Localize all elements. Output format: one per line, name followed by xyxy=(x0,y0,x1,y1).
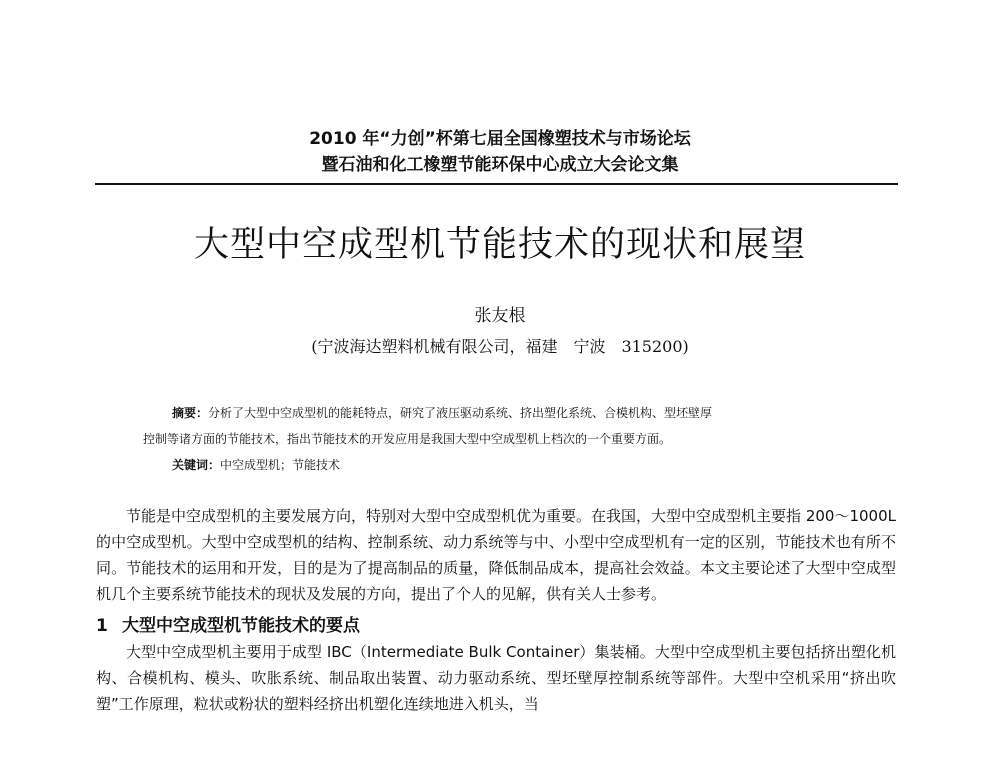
author-affiliation: (宁波海达塑料机械有限公司，福建 宁波 315200) xyxy=(311,337,689,356)
abstract-block xyxy=(143,400,863,478)
paper-title: 大型中空成型机节能技术的现状和展望 xyxy=(193,225,806,265)
keywords-line xyxy=(143,452,863,478)
abstract-line1 xyxy=(143,400,863,426)
abstract-text-line1: 分析了大型中空成型机的能耗特点，研究了液压驱动系统、挤出塑化系统、合模机构、型坯壁厚 xyxy=(208,406,713,420)
proceedings-header xyxy=(0,126,1000,178)
section-title: 大型中空成型机节能技术的要点 xyxy=(122,616,360,636)
proceedings-header-line2: 暨石油和化工橡塑节能环保中心成立大会论文集 xyxy=(321,155,679,175)
proceedings-header-line1: 2010 年“力创”杯第七届全国橡塑技术与市场论坛 xyxy=(309,129,691,149)
keywords-text: 中空成型机；节能技术 xyxy=(220,458,341,472)
author-name: 张友根 xyxy=(474,306,526,326)
header-divider xyxy=(95,183,898,185)
keywords-label: 关键词： xyxy=(172,458,221,472)
section-paragraph: 大型中空成型机主要用于成型 IBC（Intermediate Bulk Container）集装桶。大型中空成型机主要包括挤出塑化机构、合模机构、模头、吹胀系统、制品取出装置、动力驱动系统、型坯壁厚控制系统等部件。大型中空机采用“挤出吹塑”工作原理，粒状或粉状的塑料经挤出机塑化连续地进入机头，当 xyxy=(96,643,896,713)
intro-paragraph: 节能是中空成型机的主要发展方向，特别对大型中空成型机优为重要。在我国，大型中空成型机主要指 200～1000L 的中空成型机。大型中空成型机的结构、控制系统、动力系统等与中、小型中空成型机有一定的区别，节能技术也有所不同。节能技术的运用和开发，目的是为了提高制品的质量，降低制品成本，提高社会效益。本文主要论述了大型中空成型机几个主要系统节能技术的现状及发展的方向，提出了个人的见解，供有关人士参考。 xyxy=(96,507,896,603)
body-text xyxy=(96,503,896,717)
section-number: 1 xyxy=(96,616,108,636)
section-heading xyxy=(96,613,896,639)
abstract-label: 摘要： xyxy=(172,406,209,420)
abstract-text-line2: 控制等诸方面的节能技术，指出节能技术的开发应用是我国大型中空成型机上档次的一个重要方面。 xyxy=(143,432,672,446)
